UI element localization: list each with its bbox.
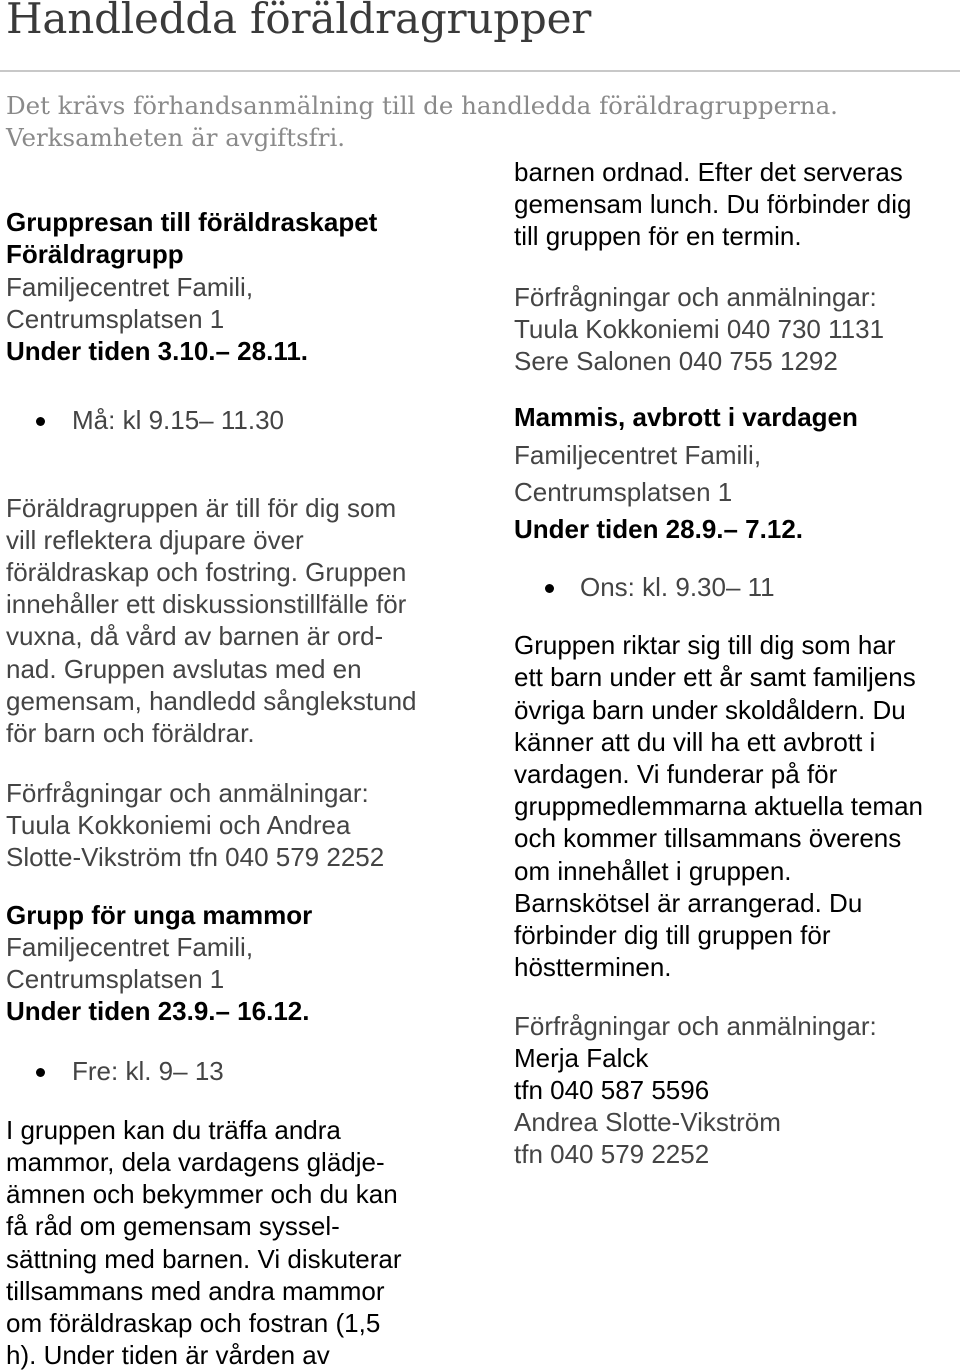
group3-desc-line: vardagen. Vi funderar på för	[514, 759, 838, 789]
page-title: Handledda föräldragrupper	[6, 0, 592, 43]
group1-contact-line: Slotte-Vikström tfn 040 579 2252	[6, 842, 385, 872]
group2-desc-cont-line: till gruppen för en termin.	[514, 221, 802, 251]
bullet-icon	[36, 1068, 45, 1077]
group1-period: Under tiden 3.10.– 28.11.	[6, 336, 309, 366]
group2-schedule: Fre: kl. 9– 13	[72, 1056, 224, 1086]
group3-desc-line: övriga barn under skoldåldern. Du	[514, 695, 906, 725]
group1-desc-line: för barn och föräldrar.	[6, 718, 255, 748]
bullet-icon	[36, 417, 45, 426]
group3-contact-label: Förfrågningar och anmälningar:	[514, 1011, 877, 1041]
group3-schedule: Ons: kl. 9.30– 11	[580, 572, 775, 602]
group3-desc-line: förbinder dig till gruppen för	[514, 920, 831, 950]
group3-contact-line: tfn 040 579 2252	[514, 1139, 710, 1169]
group2-heading: Grupp för unga mammor	[6, 900, 313, 930]
group3-desc-line: ett barn under ett år samt familjens	[514, 662, 916, 692]
group2-place: Familjecentret Famili,	[6, 932, 254, 962]
group1-desc-line: vill reflektera djupare över	[6, 525, 304, 555]
group1-desc-line: nad. Gruppen avslutas med en	[6, 654, 362, 684]
group2-desc-cont-line: barnen ordnad. Efter det serveras	[514, 157, 903, 187]
group3-heading: Mammis, avbrott i vardagen	[514, 402, 858, 432]
group2-contact-label: Förfrågningar och anmälningar:	[514, 282, 877, 312]
intro-line: Det krävs förhandsanmälning till de handledda föräldragrupperna.	[6, 91, 838, 120]
group3-desc-line: om innehållet i gruppen.	[514, 856, 792, 886]
group3-place: Familjecentret Famili,	[514, 440, 762, 470]
group1-contact-line: Tuula Kokkoniemi och Andrea	[6, 810, 351, 840]
group3-desc-line: och kommer tillsammans överens	[514, 823, 902, 853]
group1-heading: Gruppresan till föräldraskapet	[6, 207, 378, 237]
intro-line: Verksamheten är avgiftsfri.	[6, 123, 346, 152]
group2-desc-line: I gruppen kan du träffa andra	[6, 1115, 341, 1145]
group2-desc-line: sättning med barnen. Vi diskuterar	[6, 1244, 402, 1274]
group1-desc-line: Föräldragruppen är till för dig som	[6, 493, 397, 523]
group2-contact-line: Tuula Kokkoniemi 040 730 1131	[514, 314, 885, 344]
group3-desc-line: Gruppen riktar sig till dig som har	[514, 630, 896, 660]
group1-place: Familjecentret Famili,	[6, 272, 254, 302]
group3-address: Centrumsplatsen 1	[514, 477, 733, 507]
group1-contact-label: Förfrågningar och anmälningar:	[6, 778, 369, 808]
group2-desc-line: om föräldraskap och fostran (1,5	[6, 1308, 381, 1338]
group3-desc-line: gruppmedlemmarna aktuella teman	[514, 791, 923, 821]
group1-desc-line: föräldraskap och fostring. Gruppen	[6, 557, 407, 587]
group2-desc-line: få råd om gemensam syssel-	[6, 1211, 340, 1241]
group2-desc-line: ämnen och bekymmer och du kan	[6, 1179, 398, 1209]
group3-desc-line: känner att du vill ha ett avbrott i	[514, 727, 876, 757]
bullet-icon	[545, 584, 554, 593]
group2-contact-line: Sere Salonen 040 755 1292	[514, 346, 838, 376]
group1-address: Centrumsplatsen 1	[6, 304, 225, 334]
group3-contact-line: Andrea Slotte-Vikström	[514, 1107, 781, 1137]
group1-desc-line: gemensam, handledd sånglekstund	[6, 686, 417, 716]
group2-desc-line: mammor, dela vardagens glädje-	[6, 1147, 385, 1177]
group2-address: Centrumsplatsen 1	[6, 964, 225, 994]
group2-desc-line: h). Under tiden är vården av	[6, 1340, 330, 1370]
group2-period: Under tiden 23.9.– 16.12.	[6, 996, 310, 1026]
group1-subheading: Föräldragrupp	[6, 239, 184, 269]
group3-contact-line: Merja Falck	[514, 1043, 649, 1073]
group3-desc-line: höstterminen.	[514, 952, 672, 982]
group1-desc-line: vuxna, då vård av barnen är ord-	[6, 621, 384, 651]
group2-desc-cont-line: gemensam lunch. Du förbinder dig	[514, 189, 912, 219]
title-divider	[0, 70, 960, 72]
group1-desc-line: innehåller ett diskussionstillfälle för	[6, 589, 407, 619]
intro-text	[6, 90, 946, 154]
group1-schedule: Må: kl 9.15– 11.30	[72, 405, 284, 435]
group3-contact-line: tfn 040 587 5596	[514, 1075, 710, 1105]
group2-desc-line: tillsammans med andra mammor	[6, 1276, 385, 1306]
group3-desc-line: Barnskötsel är arrangerad. Du	[514, 888, 863, 918]
group3-period: Under tiden 28.9.– 7.12.	[514, 514, 804, 544]
